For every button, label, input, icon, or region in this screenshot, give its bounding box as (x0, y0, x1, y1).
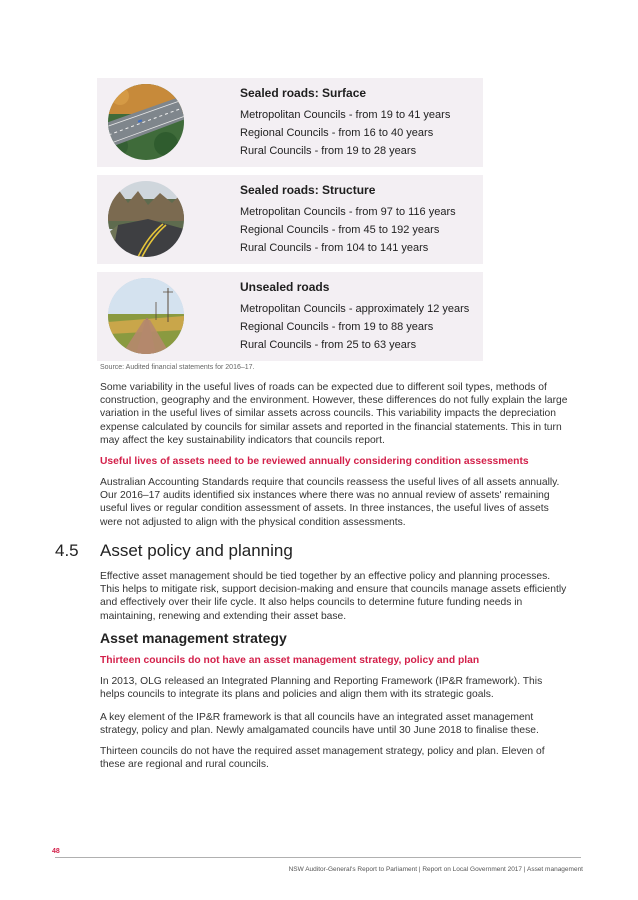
section-title: Asset policy and planning (100, 541, 293, 560)
road-photo-winding-road (108, 181, 184, 257)
paragraph-variability: Some variability in the useful lives of roads can be expected due to different soil types, methods of construction, geography and the environment. However, these differences do not fully explain the large variation in the useful lives of similar assets across councils. This variability impacts the depreciation expense calculated by councils for similar assets and reported in the financial statements. This in turn may affect the key sustainability indicators that councils report. (100, 382, 568, 446)
road-card-unsealed (97, 270, 483, 361)
paragraph-key-element: A key element of the IP&R framework is that all councils have an integrated asset management strategy, policy and plan. Newly amalgamated councils have until 30 June 2018 to finalise these. (100, 712, 539, 737)
card-line-regional: Regional Councils - from 19 to 88 years (240, 321, 434, 333)
page-number: 48 (52, 848, 60, 855)
card-title: Unsealed roads (240, 280, 330, 294)
road-card-sealed-structure (97, 173, 483, 264)
paragraph-effective-management: Effective asset management should be tied together by an effective policy and planning processes. This helps to mitigate risk, support decision-making and ensure that councils manage assets efficiently and effectively over their life cycle. It also helps councils to determine future funding needs in maintaining, renewing and extending their asset base. (100, 571, 567, 622)
card-line-regional: Regional Councils - from 45 to 192 years (240, 224, 440, 236)
paragraph-thirteen-councils: Thirteen councils do not have the required asset management strategy, policy and plan. Eleven of these are regional and rural councils. (100, 746, 545, 771)
source-note: Source: Audited financial statements for 2016–17. (100, 364, 255, 371)
card-title: Sealed roads: Surface (240, 86, 367, 100)
heading-thirteen-councils: Thirteen councils do not have an asset management strategy, policy and plan (100, 655, 480, 666)
paragraph-olg-framework: In 2013, OLG released an Integrated Planning and Reporting Framework (IP&R framework). This helps councils to integrate its plans and policies and align them with its strategic goals. (100, 676, 543, 701)
subheading-asset-strategy: Asset management strategy (100, 630, 287, 646)
section-number: 4.5 (55, 541, 79, 560)
card-line-rural: Rural Councils - from 104 to 141 years (240, 242, 429, 254)
card-line-rural: Rural Councils - from 19 to 28 years (240, 145, 417, 157)
card-line-metropolitan: Metropolitan Councils - approximately 12 years (240, 303, 470, 315)
paragraph-accounting-standards: Australian Accounting Standards require that councils reassess the useful lives of all assets annually. Our 2016–17 audits identified six instances where there was no annual review of assets' remaining useful lives or regular condition assessment of assets. In three instances, the useful lives of assets were not adjusted to align with the physical condition assessments. (100, 477, 560, 528)
road-photo-highway-aerial (108, 84, 184, 160)
footer-text: NSW Auditor-General's Report to Parliament | Report on Local Government 2017 | Asset management (288, 866, 583, 873)
card-title: Sealed roads: Structure (240, 183, 376, 197)
card-line-metropolitan: Metropolitan Councils - from 19 to 41 years (240, 109, 451, 121)
card-line-regional: Regional Councils - from 16 to 40 years (240, 127, 434, 139)
footer-divider (55, 857, 581, 858)
road-photo-dirt-road (108, 278, 184, 354)
card-line-rural: Rural Councils - from 25 to 63 years (240, 339, 417, 351)
heading-useful-lives: Useful lives of assets need to be reviewed annually considering condition assessments (100, 456, 529, 467)
card-line-metropolitan: Metropolitan Councils - from 97 to 116 years (240, 206, 456, 218)
road-card-sealed-surface (97, 76, 483, 167)
